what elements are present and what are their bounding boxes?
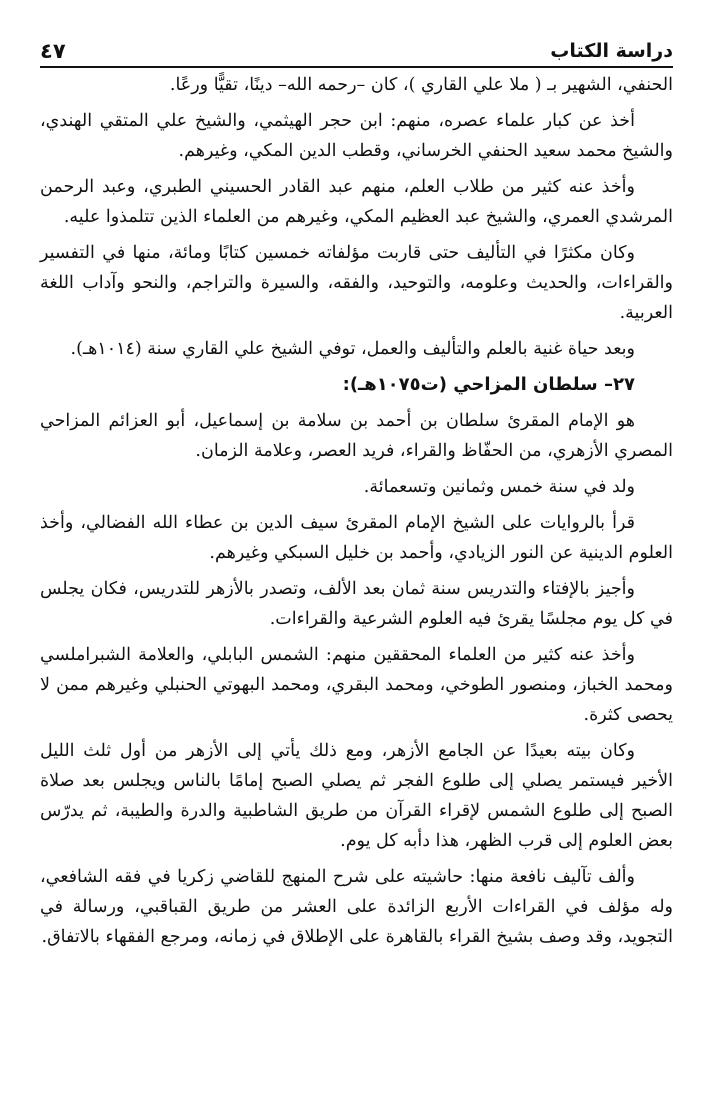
paragraph: هو الإمام المقرئ سلطان بن أحمد بن سلامة بن إسماعيل، أبو العزائم المزاحي المصري الأزهري، من الحفّاظ والقراء، فريد العصر، وعلامة الزمان. — [40, 411, 673, 461]
paragraph: وأجيز بالإفتاء والتدريس سنة ثمان بعد الألف، وتصدر بالأزهر للتدريس، فكان يجلس في كل يوم مجلسًا يقرئ فيه العلوم الشرعية والقراءات. — [40, 579, 673, 629]
page-header — [40, 32, 673, 68]
paragraph: وألف تآليف نافعة منها: حاشيته على شرح المنهج للقاضي زكريا في فقه الشافعي، وله مؤلف في القراءات الأربع الزائدة على العشر من طريق القباقبي، ورسالة في التجويد، وقد وصف بشيخ القراء بالقاهرة على الإطلاق في زمانه، ومرجع الفقهاء بالاتفاق. — [40, 867, 673, 947]
running-title: دراسة الكتاب — [550, 40, 673, 62]
paragraph: وبعد حياة غنية بالعلم والتأليف والعمل، توفي الشيخ علي القاري سنة (١٠١٤هـ). — [70, 339, 635, 359]
paragraph: وأخذ عنه كثير من العلماء المحققين منهم: الشمس البابلي، والعلامة الشبراملسي ومحمد الخباز، ومنصور الطوخي، ومحمد البقري، ومحمد البهوتي الحنبلي وغيرهم ممن لا يحصى كثرة. — [40, 645, 673, 725]
paragraph: قرأ بالروايات على الشيخ الإمام المقرئ سيف الدين بن عطاء الله الفضالي، وأخذ العلوم الدينية عن النور الزيادي، وأحمد بن خليل السبكي وغيرهم. — [40, 513, 673, 563]
paragraph: وكان بيته بعيدًا عن الجامع الأزهر، ومع ذلك يأتي إلى الأزهر من أول ثلث الليل الأخير فيستمر يصلي إلى طلوع الفجر ثم يصلي الصبح إمامًا بالناس ويجلس بعد صلاة الصبح إلى طلوع الشمس لإقراء القرآن من طريق الشاطبية والدرة والطيبة، ثم يدرّس بعض العلوم إلى قرب الظهر، هذا دأبه كل يوم. — [40, 741, 673, 851]
paragraph: وأخذ عنه كثير من طلاب العلم، منهم عبد القادر الحسيني الطبري، وعبد الرحمن المرشدي العمري، والشيخ عبد العظيم المكي، وغيرهم من العلماء الذين تتلمذوا عليه. — [40, 177, 673, 227]
page-number: ٤٧ — [40, 39, 66, 63]
page-body — [40, 70, 673, 958]
paragraph: وكان مكثرًا في التأليف حتى قاربت مؤلفاته خمسين كتابًا ومائة، منها في التفسير والقراءات، والحديث وعلومه، والتوحيد، والفقه، والسيرة والتراجم، والنحو وآداب اللغة العربية. — [40, 243, 673, 323]
section-heading: ٢٧– سلطان المزاحي (ت١٠٧٥هـ): — [342, 374, 635, 395]
paragraph: أخذ عن كبار علماء عصره، منهم: ابن حجر الهيثمي، والشيخ علي المتقي الهندي، والشيخ محمد سعيد الحنفي الخرساني، وقطب الدين المكي، وغيرهم. — [40, 111, 673, 161]
paragraph: ولد في سنة خمس وثمانين وتسعمائة. — [363, 477, 635, 497]
paragraph: الحنفي، الشهير بـ ( ملا علي القاري )، كان –رحمه الله– دينًا، تقيًّا ورعًا. — [169, 75, 673, 95]
